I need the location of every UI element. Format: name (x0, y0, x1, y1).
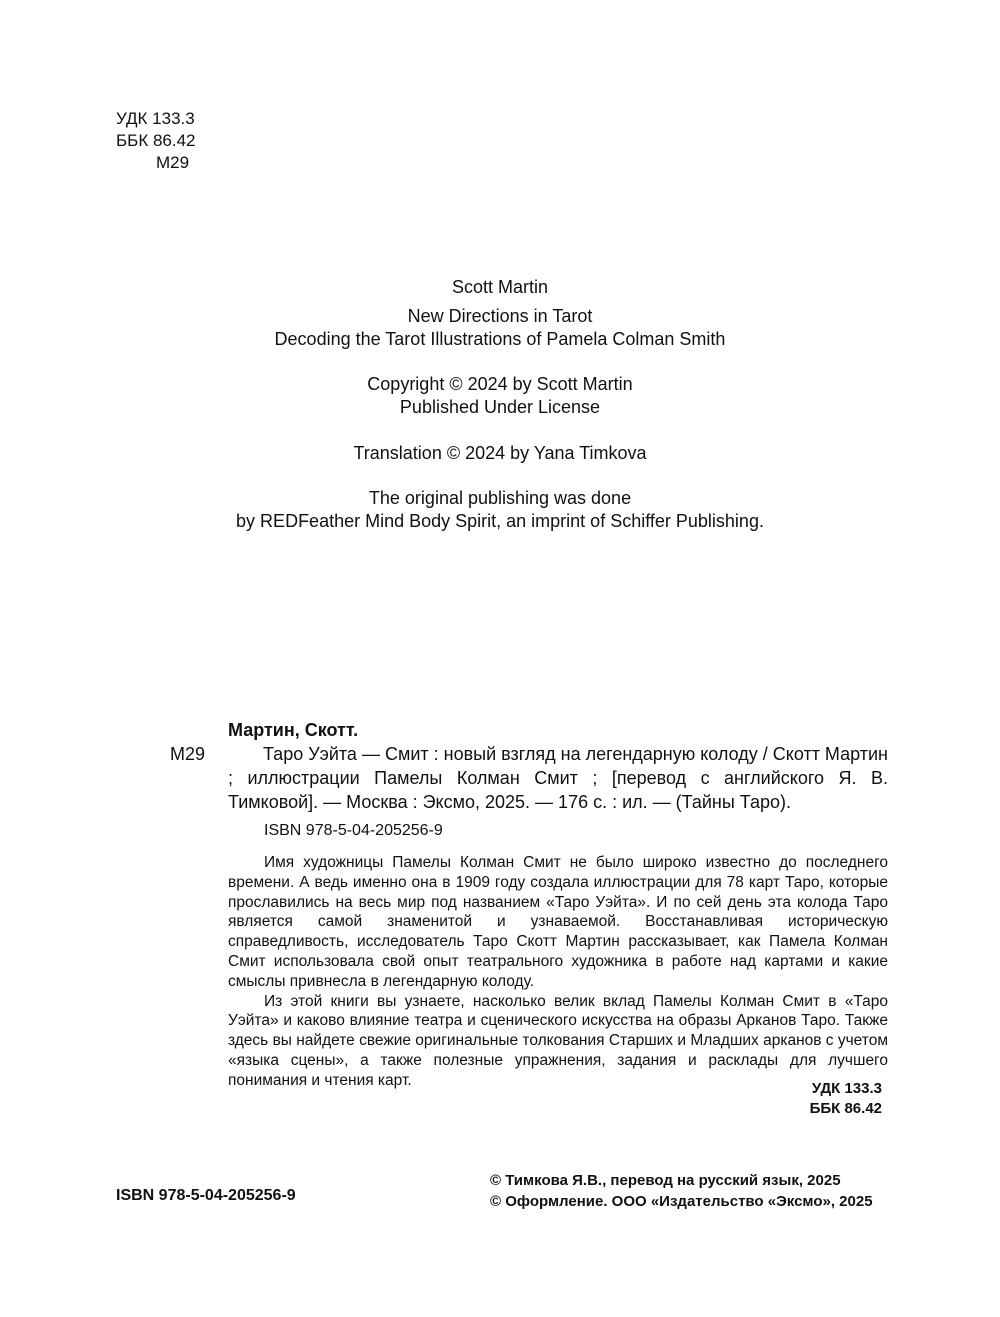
translation-line: Translation © 2024 by Yana Timkova (353, 443, 647, 463)
footer-copyrights (490, 1170, 873, 1212)
annotation (228, 853, 888, 1091)
copyright-translation: © Тимкова Я.В., перевод на русский язык, 2025 (490, 1172, 841, 1189)
udk-code: УДК 133.3 (116, 109, 195, 128)
classification-codes (116, 108, 195, 174)
publishing-line-2: by REDFeather Mind Body Spirit, an imprint of Schiffer Publishing. (236, 511, 764, 531)
copyright-design: © Оформление. ООО «Издательство «Эксмо», 2025 (490, 1193, 873, 1210)
bottom-bbk: ББК 86.42 (809, 1100, 882, 1117)
annotation-paragraph-1: Имя художницы Памелы Колман Смит не было широко известно до последнего времени. А ведь именно она в 1909 году создала иллюстрации для 78 карт Таро, которые прославились на весь мир под названием «Таро Уэйта». И по сей день эта колода Таро является самой знаменитой и узнаваемой. Восстанавливая историческую справедливость, исследователь Таро Скотт Мартин рассказывает, как Памела Колман Смит использовала свой опыт театрального художника в работе над картами и какие смыслы привнесла в легендарную колоду. (228, 854, 888, 990)
bib-isbn: ISBN 978-5-04-205256-9 (264, 822, 443, 839)
copyright-line: Copyright © 2024 by Scott Martin (367, 374, 633, 394)
bib-author-mark: М29 (170, 744, 206, 764)
original-subtitle: Decoding the Tarot Illustrations of Pamela Colman Smith (274, 329, 726, 349)
original-title: New Directions in Tarot (407, 306, 593, 326)
footer-isbn: ISBN 978-5-04-205256-9 (116, 1187, 296, 1204)
bib-record: Таро Уэйта — Смит : новый взгляд на легендарную колоду / Скотт Мартин ; иллюстрации Памелы Колман Смит ; [перевод с английского Я. В. Тимковой]. — Москва : Эксмо, 2025. — 176 с. : ил. — (Тайны Таро). (228, 744, 888, 812)
bbk-code: ББК 86.42 (116, 131, 196, 150)
bib-author-heading: Мартин, Скотт. (228, 720, 359, 740)
bottom-classification (700, 1079, 882, 1119)
author-mark: М29 (156, 153, 190, 172)
bottom-udk: УДК 133.3 (811, 1080, 882, 1097)
original-author: Scott Martin (451, 277, 549, 297)
annotation-paragraph-2: Из этой книги вы узнаете, насколько велик вклад Памелы Колман Смит в «Таро Уэйта» и каково влияние театра и сценического искусства на образы Арканов Таро. Также здесь вы найдете свежие оригинальные толкования Старших и Младших арканов с учетом «языка сцены», а также полезные упражнения, задания и расклады для лучшего понимания и чтения карт. (228, 992, 888, 1089)
license-line: Published Under License (399, 397, 601, 417)
publishing-line-1: The original publishing was done (368, 488, 632, 508)
